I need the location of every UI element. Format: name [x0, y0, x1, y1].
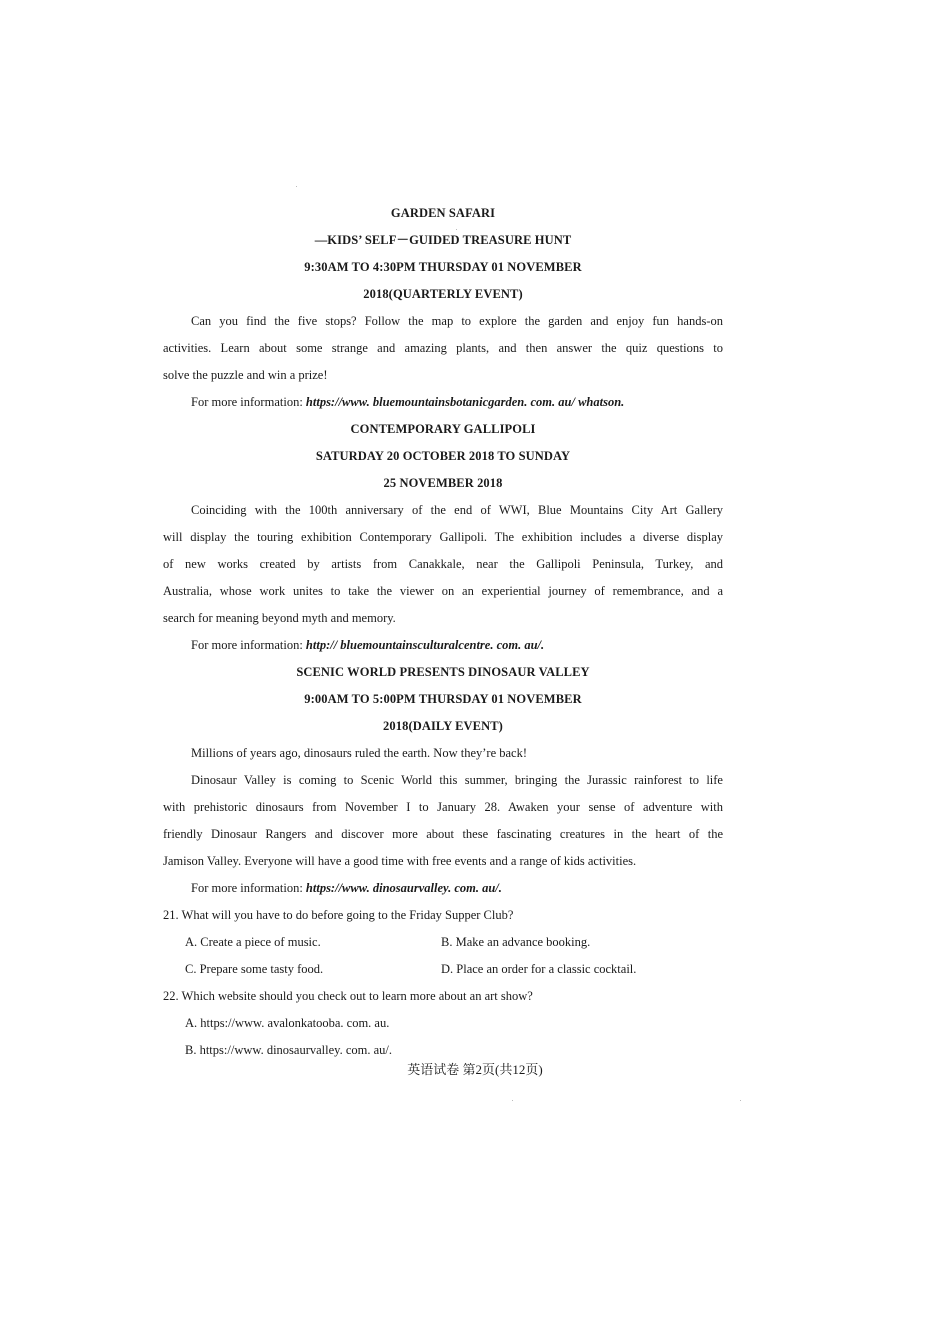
scan-speck — [456, 229, 457, 230]
event3-intro: Millions of years ago, dinosaurs ruled the earth. Now they’re back! — [191, 746, 528, 760]
info-label: For more information: — [191, 638, 303, 652]
event3-time: 9:00AM TO 5:00PM THURSDAY 01 NOVEMBER — [304, 692, 582, 706]
event3-line: with prehistoric dinosaurs from November I to January 28. Awaken your sense of adventure with — [163, 800, 723, 814]
event2-line: Australia, whose work unites to take the viewer on an experiential journey of remembrance, and a — [163, 584, 723, 598]
info-label: For more information: — [191, 881, 303, 895]
question-22-option-a-row — [163, 1010, 723, 1037]
event2-line: will display the touring exhibition Contemporary Gallipoli. The exhibition includes a diverse display — [163, 530, 723, 544]
event1-line: activities. Learn about some strange and amazing plants, and then answer the quiz questions to — [163, 341, 723, 355]
page-content — [163, 200, 723, 1064]
event2-line: Coinciding with the 100th anniversary of the end of WWI, Blue Mountains City Art Gallery — [191, 503, 723, 517]
page-footer: 英语试卷 第2页(共12页) — [407, 1062, 543, 1077]
event2-info — [163, 632, 723, 659]
question-21-options-row1 — [163, 929, 723, 956]
scan-speck — [296, 186, 297, 187]
option-a: A. Create a piece of music. — [185, 935, 321, 949]
info-url: https://www. dinosaurvalley. com. au/. — [305, 881, 502, 895]
event1-date: 2018(QUARTERLY EVENT) — [363, 287, 523, 301]
scan-speck — [512, 1100, 513, 1101]
scan-speck — [740, 1100, 741, 1101]
info-url: https://www. bluemountainsbotanicgarden. com. au/ whatson. — [305, 395, 625, 409]
event2-time: SATURDAY 20 OCTOBER 2018 TO SUNDAY — [315, 449, 571, 463]
event3-date: 2018(DAILY EVENT) — [383, 719, 503, 733]
option-a: A. https://www. avalonkatooba. com. au. — [185, 1016, 390, 1030]
event2-title: CONTEMPORARY GALLIPOLI — [350, 422, 536, 436]
option-c: C. Prepare some tasty food. — [185, 962, 324, 976]
event3-line: Dinosaur Valley is coming to Scenic World this summer, bringing the Jurassic rainforest to life — [191, 773, 723, 787]
option-b: B. https://www. dinosaurvalley. com. au/. — [185, 1043, 393, 1057]
event3-line: Jamison Valley. Everyone will have a good time with free events and a range of kids activities. — [163, 854, 637, 868]
question-21-stem: 21. What will you have to do before going to the Friday Supper Club? — [163, 908, 514, 922]
option-d: D. Place an order for a classic cocktail. — [441, 962, 637, 976]
info-label: For more information: — [191, 395, 303, 409]
question-22-stem: 22. Which website should you check out to learn more about an art show? — [163, 989, 533, 1003]
event2-line: of new works created by artists from Canakkale, near the Gallipoli Peninsula, Turkey, and — [163, 557, 723, 571]
info-url: http:// bluemountainsculturalcentre. com. au/. — [305, 638, 545, 652]
question-21-options-row2 — [163, 956, 723, 983]
event1-subtitle: —KIDS’ SELF－GUIDED TREASURE HUNT — [314, 233, 572, 247]
event1-line: solve the puzzle and win a prize! — [163, 368, 328, 382]
option-b: B. Make an advance booking. — [441, 935, 591, 949]
event3-title: SCENIC WORLD PRESENTS DINOSAUR VALLEY — [296, 665, 590, 679]
event2-line: search for meaning beyond myth and memory. — [163, 611, 396, 625]
event1-title: GARDEN SAFARI — [390, 206, 496, 220]
event2-date: 25 NOVEMBER 2018 — [383, 476, 503, 490]
event3-info — [163, 875, 723, 902]
event1-time: 9:30AM TO 4:30PM THURSDAY 01 NOVEMBER — [304, 260, 582, 274]
event1-line: Can you find the five stops? Follow the map to explore the garden and enjoy fun hands-on — [191, 314, 723, 328]
event1-info — [163, 389, 723, 416]
event3-line: friendly Dinosaur Rangers and discover more about these fascinating creatures in the heart of the — [163, 827, 723, 841]
